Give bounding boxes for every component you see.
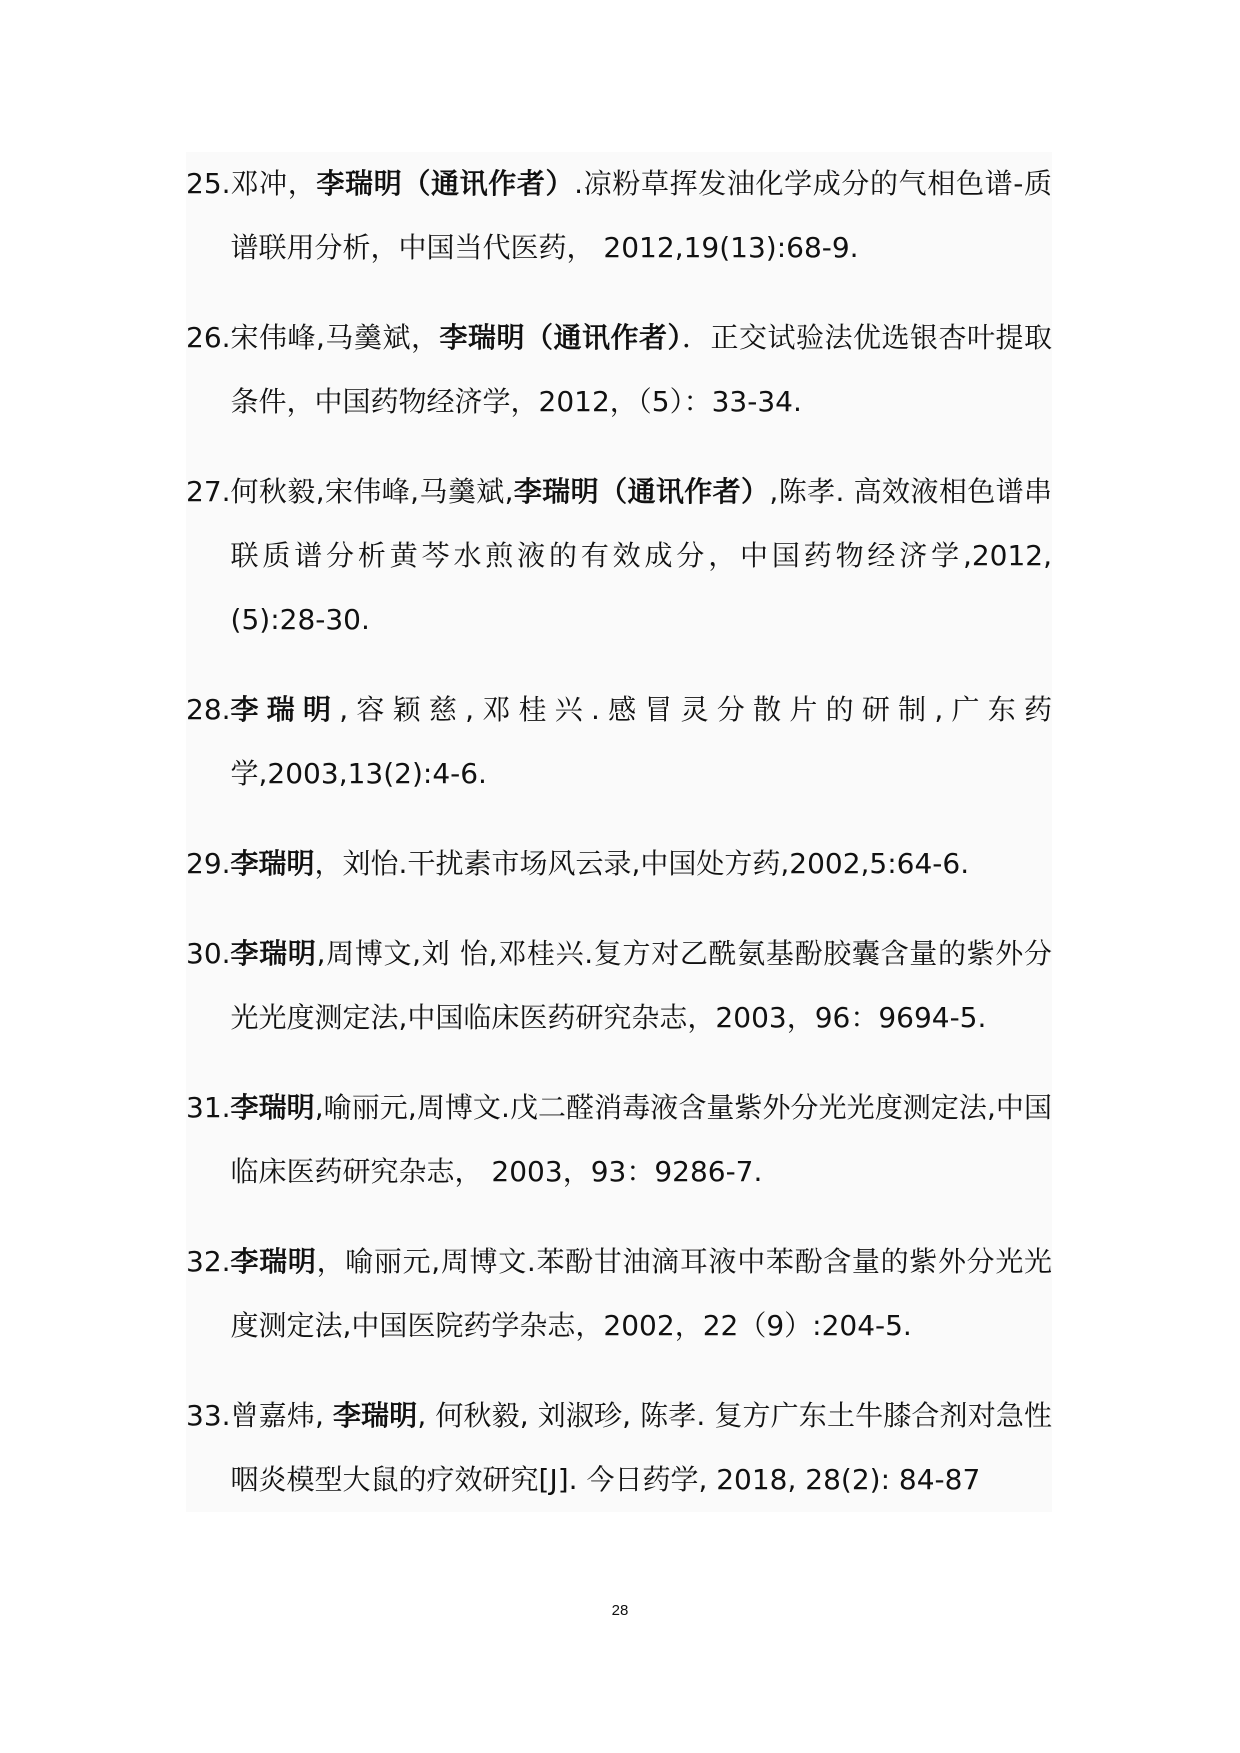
reference-citation: ，喻丽元,周博文.苯酚甘油滴耳液中苯酚含量的紫外分光光度测定法,中国医院药学杂志，2002，22（9）:204-5. [230, 1245, 1052, 1342]
reference-list [186, 152, 1052, 1512]
reference-item [186, 306, 1052, 434]
reference-item [186, 922, 1052, 1050]
reference-citation: ,周博文,刘 怡,邓桂兴.复方对乙酰氨基酚胶囊含量的紫外分光光度测定法,中国临床医药研究杂志，2003，96：9694-5. [230, 937, 1052, 1034]
reference-text [231, 678, 1052, 806]
reference-item [186, 1230, 1052, 1358]
reference-citation: ,容颖慈,邓桂兴.感冒灵分散片的研制,广东药学,2003,13(2):4-6. [230, 693, 1052, 790]
reference-text [231, 1076, 1052, 1204]
reference-number: 33. [186, 1399, 231, 1432]
reference-item [186, 460, 1052, 652]
reference-author-highlight: 李瑞明 [230, 1245, 317, 1278]
reference-citation: ．正交试验法优选银杏叶提取条件，中国药物经济学，2012，（5）：33-34. [230, 321, 1052, 418]
reference-number: 27. [186, 475, 231, 508]
reference-number: 30. [186, 937, 231, 970]
reference-author-highlight: 李瑞明（通讯作者） [316, 167, 575, 200]
reference-number: 28. [186, 693, 231, 726]
reference-text [231, 922, 1052, 1050]
reference-author-highlight: 李瑞明 [230, 693, 340, 726]
reference-text [231, 832, 1052, 896]
reference-text [231, 1384, 1052, 1512]
reference-citation: ,陈孝. 高效液相色谱串联质谱分析黄芩水煎液的有效成分，中国药物经济学,2012,(5):28-30. [230, 475, 1052, 636]
reference-author-highlight: 李瑞明（通讯作者） [513, 475, 770, 508]
reference-citation: .凉粉草挥发油化学成分的气相色谱-质谱联用分析，中国当代医药， 2012,19(13):68-9. [230, 167, 1052, 264]
reference-authors: 何秋毅,宋伟峰,马羹斌, [230, 475, 514, 508]
reference-authors: 宋伟峰,马羹斌， [230, 321, 440, 354]
reference-citation: , 何秋毅, 刘淑珍, 陈孝. 复方广东土牛膝合剂对急性咽炎模型大鼠的疗效研究[J]. 今日药学, 2018, 28(2): 84-87 [230, 1399, 1052, 1496]
page-number: 28 [611, 1602, 629, 1619]
reference-citation: ，刘怡.干扰素市场风云录,中国处方药,2002,5:64-6. [314, 847, 970, 880]
reference-number: 25. [186, 167, 231, 200]
reference-number: 26. [186, 321, 231, 354]
reference-author-highlight: 李瑞明（通讯作者） [439, 321, 682, 354]
reference-author-highlight: 李瑞明 [230, 1091, 315, 1124]
reference-item [186, 1076, 1052, 1204]
reference-author-highlight: 李瑞明 [230, 937, 317, 970]
reference-number: 29. [186, 847, 231, 880]
reference-authors: 曾嘉炜, [230, 1399, 333, 1432]
reference-text [231, 460, 1052, 652]
reference-author-highlight: 李瑞明 [332, 1399, 418, 1432]
reference-citation: ,喻丽元,周博文.戊二醛消毒液含量紫外分光光度测定法,中国临床医药研究杂志， 2003，93：9286-7. [230, 1091, 1052, 1188]
reference-item [186, 1384, 1052, 1512]
reference-item [186, 152, 1052, 280]
reference-author-highlight: 李瑞明 [230, 847, 315, 880]
reference-number: 31. [186, 1091, 231, 1124]
reference-text [231, 1230, 1052, 1358]
reference-number: 32. [186, 1245, 231, 1278]
reference-authors: 邓冲， [230, 167, 317, 200]
reference-item [186, 678, 1052, 806]
reference-item [186, 832, 1052, 896]
reference-text [231, 306, 1052, 434]
reference-text [231, 152, 1052, 280]
